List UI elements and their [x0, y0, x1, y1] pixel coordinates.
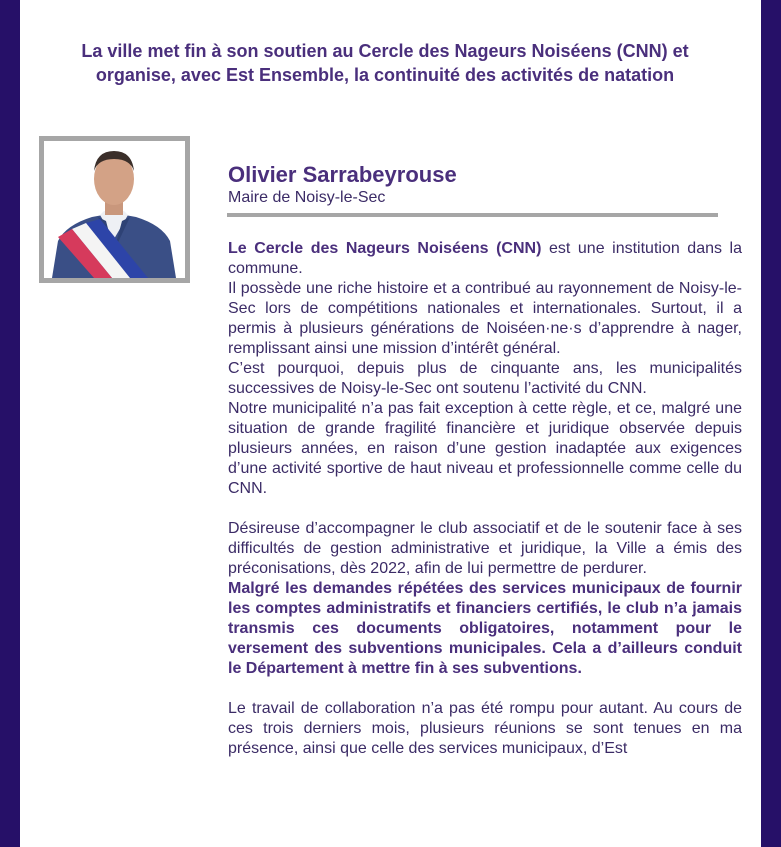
- paragraph-intro-bold: Le Cercle des Nageurs Noiséens (CNN): [228, 240, 542, 257]
- paragraph-gap: [228, 679, 742, 699]
- paragraph-history: Il possède une riche histoire et a contribué au rayonnement de Noisy-le-Sec lors de compétitions nationales et internationales. Surtout, il a permis à plusieurs générations de Noiséen·ne·s d’apprendre à nager, remplissant ainsi une mission d’intérêt général.: [228, 280, 742, 357]
- paragraph-intro-rest: est une institution dans la commune.: [228, 240, 743, 277]
- title-line-1: La ville met fin à son soutien au Cercle des Nageurs Noiséens (CNN) et: [81, 41, 689, 61]
- title-line-2: organise, avec Est Ensemble, la continuité des activités de natation: [95, 65, 675, 85]
- paragraph-intro: [228, 239, 742, 279]
- paragraph-collaboration: Le travail de collaboration n’a pas été rompu pour autant. Au cours de ces trois derniers mois, plusieurs réunions se sont tenues en ma présence, ainsi que celle des services municipaux, d’Est: [228, 700, 742, 757]
- page-title: [30, 39, 740, 87]
- section-divider: [227, 213, 718, 217]
- paragraph-gap: [228, 499, 742, 519]
- paragraph-documents-bold: Malgré les demandes répétées des services municipaux de fournir les comptes administratifs et financiers certifiés, le club n’a jamais transmis ces documents obligatoires, notamment pour le versement des subventions municipales. Cela a d’ailleurs conduit le Département à mettre fin à ses subventions.: [228, 580, 742, 677]
- mayor-portrait-image: [39, 136, 190, 283]
- article-body: [228, 239, 742, 759]
- right-border-bar: [761, 0, 781, 847]
- portrait-illustration: [44, 141, 185, 278]
- paragraph-documents: [228, 579, 742, 679]
- paragraph-recommendations: Désireuse d’accompagner le club associatif et de le soutenir face à ses difficultés de gestion administrative et juridique, la Ville a émis des préconisations, dès 2022, afin de lui permettre de perdurer.: [228, 520, 742, 577]
- author-role: Maire de Noisy-le-Sec: [228, 189, 386, 206]
- paragraph-fragility: Notre municipalité n’a pas fait exception à cette règle, et ce, malgré une situation de grande fragilité financière et juridique observée depuis plusieurs années, en raison d’une gestion inadaptée aux exigences d’une activité sportive de haut niveau et professionnelle comme celle du CNN.: [228, 400, 742, 497]
- author-name: Olivier Sarrabeyrouse: [228, 162, 457, 187]
- left-border-bar: [0, 0, 20, 847]
- paragraph-support: C’est pourquoi, depuis plus de cinquante ans, les municipalités successives de Noisy-le-Sec ont soutenu l’activité du CNN.: [228, 360, 742, 397]
